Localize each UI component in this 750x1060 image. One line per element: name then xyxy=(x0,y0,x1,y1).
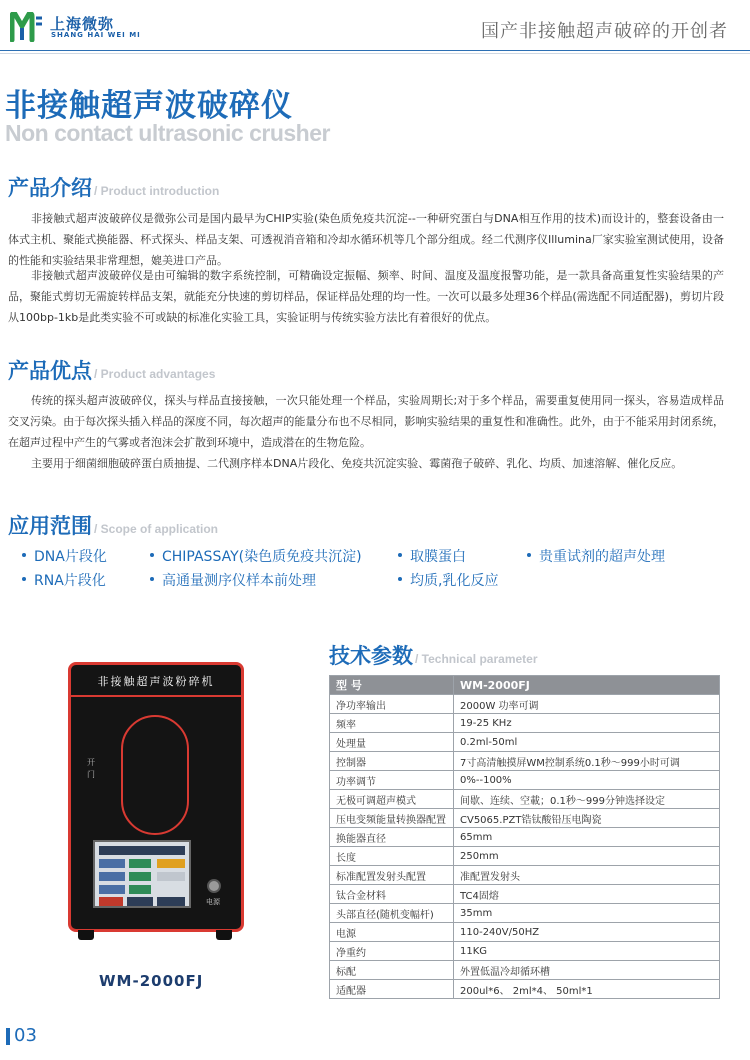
advantages-paragraph-1: 传统的探头超声波破碎仪，探头与样品直接接触，一次只能处理一个样品，实验周期长;对于多个样品，需要重复使用同一探头，容易造成样品交叉污染。由于每次探头插入样品的深度不同，每次超声的能量分布也不尽相同，影响实验结果的重复性和准确性。此外，由于不能采用封闭系统，在超声过程中产生的气雾或者泡沫会扩散到环境中，造成潜在的生物危险。 xyxy=(8,394,724,449)
device-touchscreen xyxy=(93,840,191,908)
spec-value: 7寸高清触摸屏WM控制系统0.1秒～999小时可调 xyxy=(454,752,720,771)
intro-heading xyxy=(8,172,219,202)
spec-key: 适配器 xyxy=(330,980,454,999)
bullet-icon xyxy=(398,577,402,581)
company-logo xyxy=(10,12,150,42)
page-number-bar xyxy=(6,1028,10,1045)
table-row xyxy=(330,961,720,980)
spec-key: 净重约 xyxy=(330,942,454,961)
screen-cell xyxy=(99,897,123,906)
bullet-icon xyxy=(150,553,154,557)
table-row xyxy=(330,923,720,942)
spec-key: 处理量 xyxy=(330,733,454,752)
spec-key: 长度 xyxy=(330,847,454,866)
specs-header-value: WM-2000FJ xyxy=(454,676,720,695)
scope-item: CHIPASSAY(染色质免疫共沉淀) xyxy=(150,546,362,566)
spec-key: 功率调节 xyxy=(330,771,454,790)
advantages-heading-en: / Product advantages xyxy=(94,367,216,381)
device-panel-title: 非接触超声波粉碎机 xyxy=(97,675,215,688)
spec-key: 头部直径(随机变幅杆) xyxy=(330,904,454,923)
specs-heading-en: / Technical parameter xyxy=(415,652,538,666)
screen-cell xyxy=(127,897,153,906)
table-row xyxy=(330,847,720,866)
table-row xyxy=(330,828,720,847)
spec-value: 35mm xyxy=(454,904,720,923)
bullet-icon xyxy=(150,577,154,581)
logo-cn-text: 上海微弥 xyxy=(50,15,115,33)
specs-heading xyxy=(329,640,538,670)
screen-cell xyxy=(99,885,125,894)
screen-cell xyxy=(99,859,125,868)
scope-item: DNA片段化 xyxy=(22,546,107,566)
table-row xyxy=(330,695,720,714)
page-number: 03 xyxy=(14,1025,37,1046)
screen-cell xyxy=(157,897,185,906)
spec-key: 净功率输出 xyxy=(330,695,454,714)
device-body xyxy=(68,662,244,932)
device-foot xyxy=(216,930,232,940)
spec-value: 250mm xyxy=(454,847,720,866)
screen-cell xyxy=(157,872,185,881)
device-illustration xyxy=(68,662,244,944)
spec-key: 钛合金材料 xyxy=(330,885,454,904)
scope-item: 取膜蛋白 xyxy=(398,546,466,566)
spec-value: 间歇、连续、空載；0.1秒～999分钟选择设定 xyxy=(454,790,720,809)
specs-header-key: 型 号 xyxy=(330,676,454,695)
spec-value: 19-25 KHz xyxy=(454,714,720,733)
spec-key: 电源 xyxy=(330,923,454,942)
spec-value: 准配置发射头 xyxy=(454,866,720,885)
screen-status-bar xyxy=(99,846,185,855)
screen-cell xyxy=(99,872,125,881)
page-subtitle: Non contact ultrasonic crusher xyxy=(5,120,330,146)
table-row xyxy=(330,733,720,752)
spec-key: 标准配置发射头配置 xyxy=(330,866,454,885)
scope-item: RNA片段化 xyxy=(22,570,106,590)
specs-heading-cn: 技术参数 xyxy=(329,644,413,668)
table-row xyxy=(330,980,720,999)
advantages-heading xyxy=(8,355,215,385)
power-knob-label: 电源 xyxy=(206,898,220,906)
device-foot xyxy=(78,930,94,940)
table-row xyxy=(330,771,720,790)
logo-en-text: SHANG HAI WEI MI xyxy=(51,31,141,39)
screen-cell xyxy=(129,872,151,881)
spec-value: 外置低温冷却循环槽 xyxy=(454,961,720,980)
spec-key: 无极可调超声模式 xyxy=(330,790,454,809)
power-knob-icon xyxy=(207,879,221,893)
spec-value: 11KG xyxy=(454,942,720,961)
device-door-label: 开门 xyxy=(87,758,95,779)
intro-heading-cn: 产品介绍 xyxy=(8,176,92,200)
page-header xyxy=(0,0,750,52)
spec-value: 2000W 功率可调 xyxy=(454,695,720,714)
logo-m-icon xyxy=(10,12,44,42)
bullet-icon xyxy=(398,553,402,557)
table-row xyxy=(330,752,720,771)
header-divider xyxy=(0,50,750,51)
table-row xyxy=(330,866,720,885)
spec-key: 控制器 xyxy=(330,752,454,771)
spec-key: 频率 xyxy=(330,714,454,733)
scope-heading-en: / Scope of application xyxy=(94,522,219,536)
spec-key: 标配 xyxy=(330,961,454,980)
device-top-panel xyxy=(71,665,241,697)
specs-table xyxy=(329,675,720,999)
table-row xyxy=(330,714,720,733)
spec-value: 65mm xyxy=(454,828,720,847)
screen-cell xyxy=(129,885,151,894)
spec-value: 0%--100% xyxy=(454,771,720,790)
table-row xyxy=(330,809,720,828)
intro-heading-en: / Product introduction xyxy=(94,184,220,198)
advantages-paragraph-2: 主要用于细菌细胞破碎蛋白质抽提、二代测序样本DNA片段化、免疫共沉淀实验、霉菌孢子破碎、乳化、均质、加速溶解、催化反应。 xyxy=(31,457,683,470)
scope-item: 贵重试剂的超声处理 xyxy=(527,546,665,566)
device-viewing-window xyxy=(121,715,189,835)
header-slogan: 国产非接触超声破碎的开创者 xyxy=(481,21,728,42)
header-divider-light xyxy=(0,53,750,54)
scope-item: 均质,乳化反应 xyxy=(398,570,498,590)
table-row xyxy=(330,904,720,923)
bullet-icon xyxy=(22,553,26,557)
table-row xyxy=(330,790,720,809)
table-row xyxy=(330,942,720,961)
specs-header-row xyxy=(330,676,720,695)
bullet-icon xyxy=(22,577,26,581)
spec-key: 换能器直径 xyxy=(330,828,454,847)
bullet-icon xyxy=(527,553,531,557)
spec-value: TC4固熔 xyxy=(454,885,720,904)
spec-value: CV5065.PZT锆钛酸铅压电陶瓷 xyxy=(454,809,720,828)
page-title: 非接触超声波破碎仪 xyxy=(5,88,293,124)
spec-value: 110-240V/50HZ xyxy=(454,923,720,942)
scope-heading-cn: 应用范围 xyxy=(8,514,92,538)
device-model-label: WM-2000FJ xyxy=(99,972,204,990)
intro-paragraph-1: 非接触式超声波破碎仪是微弥公司是国内最早为CHIP实验(染色质免疫共沉淀--一种研究蛋白与DNA相互作用的技术)而设计的，整套设备由一体式主机、聚能式换能器、杯式探头、样品支架、可透视消音箱和冷却水循环机等几个部分组成。经二代测序仪Illumina厂家实验室测试使用，设备的性能和实验结果非常理想，媲美进口产品。 xyxy=(8,212,724,267)
screen-cell xyxy=(157,859,185,868)
spec-key: 压电变频能量转换器配置 xyxy=(330,809,454,828)
spec-value: 200ul*6、 2ml*4、 50ml*1 xyxy=(454,980,720,999)
scope-item: 高通量测序仪样本前处理 xyxy=(150,570,316,590)
table-row xyxy=(330,885,720,904)
advantages-heading-cn: 产品优点 xyxy=(8,359,92,383)
spec-value: 0.2ml-50ml xyxy=(454,733,720,752)
intro-paragraph-2: 非接触式超声波破碎仪是由可编辑的数字系统控制，可精确设定振幅、频率、时间、温度及温度报警功能，是一款具备高重复性实验结果的产品，聚能式剪切无需旋转样品支架，就能充分快速的剪切样品，保证样品处理的均一性。一次可以最多处理36个样品(需选配不同适配器)，剪切片段从100bp-1kb是此类实验不可或缺的标准化实验工具，实验证明与传统实验方法比有着很好的优点。 xyxy=(8,269,724,324)
screen-cell xyxy=(129,859,151,868)
scope-heading xyxy=(8,510,218,540)
